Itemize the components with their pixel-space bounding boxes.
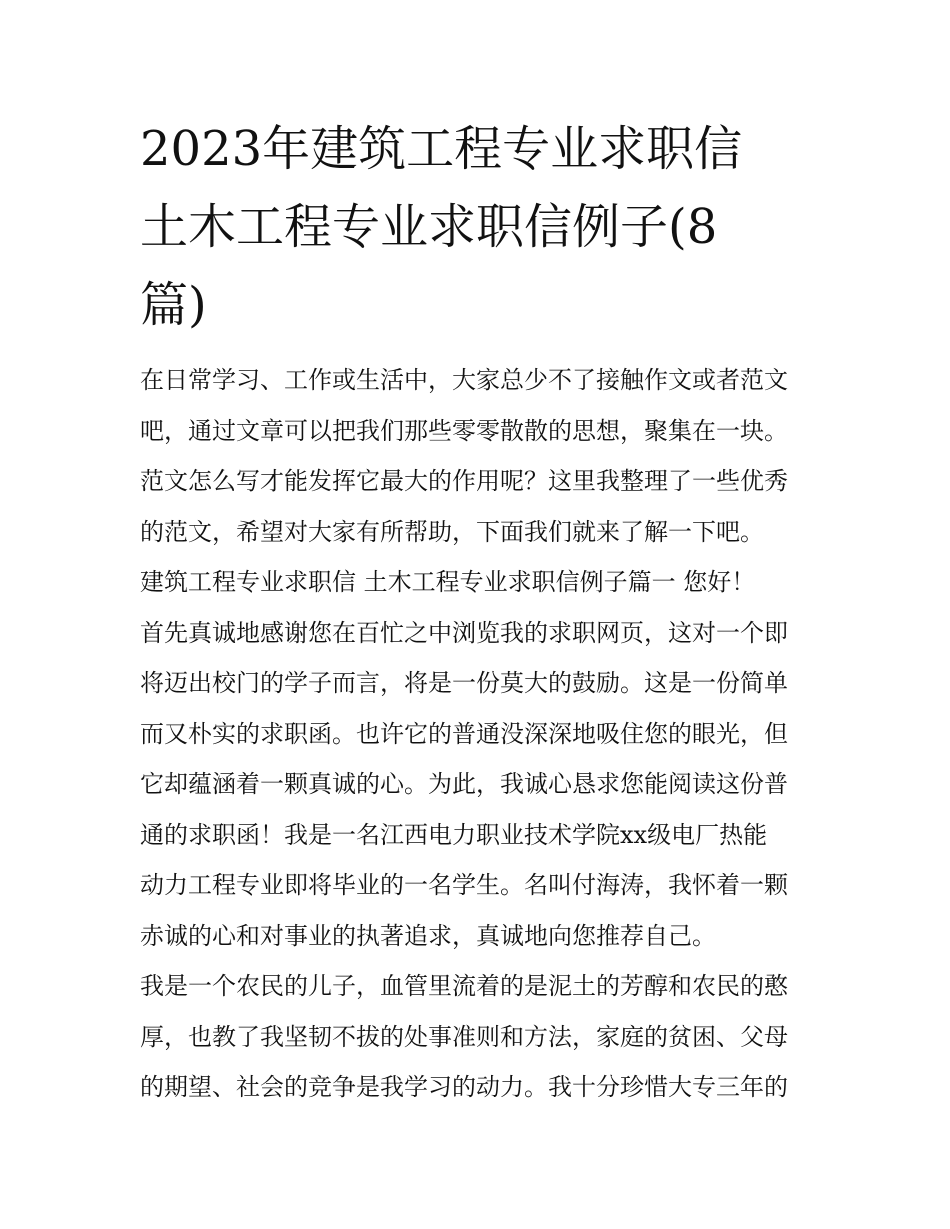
body-line: 的范文，希望对大家有所帮助，下面我们就来了解一下吧。 (140, 517, 764, 546)
body-line: 范文怎么写才能发挥它最大的作用呢？这里我整理了一些优秀 (140, 467, 788, 495)
body-line: 首先真诚地感谢您在百忙之中浏览我的求职网页，这对一个即 (140, 618, 788, 647)
body-line: 我是一个农民的儿子，血管里流着的是泥土的芳醇和农民的憨 (140, 972, 788, 1000)
body-line: 它却蕴涵着一颗真诚的心。为此，我诚心恳求您能阅读这份普 (140, 770, 788, 798)
body-line: 吧，通过文章可以把我们那些零零散散的思想，聚集在一块。 (140, 416, 788, 445)
body-line: 而又朴实的求职函。也许它的普通没深深地吸住您的眼光，但 (140, 719, 788, 748)
body-line: 建筑工程专业求职信 土木工程专业求职信例子篇一 您好！ (140, 568, 756, 596)
body-line: 通的求职函！我是一名江西电力职业技术学院xx级电厂热能 (140, 820, 768, 849)
body-line: 在日常学习、工作或生活中，大家总少不了接触作文或者范文 (140, 366, 788, 394)
body-line: 动力工程专业即将毕业的一名学生。名叫付海涛，我怀着一颗 (140, 871, 788, 899)
body-line: 将迈出校门的学子而言，将是一份莫大的鼓励。这是一份简单 (140, 669, 788, 697)
document-title (140, 110, 820, 344)
title-line: 篇) (140, 277, 207, 333)
title-line: 2023年建筑工程专业求职信 (140, 121, 743, 177)
body-line: 赤诚的心和对事业的执著追求，真诚地向您推荐自己。 (140, 921, 716, 950)
title-line: 土木工程专业求职信例子(8 (140, 199, 718, 255)
body-line: 厚，也教了我坚韧不拔的处事准则和方法，家庭的贫困、父母 (140, 1022, 788, 1051)
document-body (140, 355, 820, 1113)
body-line: 的期望、社会的竞争是我学习的动力。我十分珍惜大专三年的 (140, 1073, 788, 1101)
